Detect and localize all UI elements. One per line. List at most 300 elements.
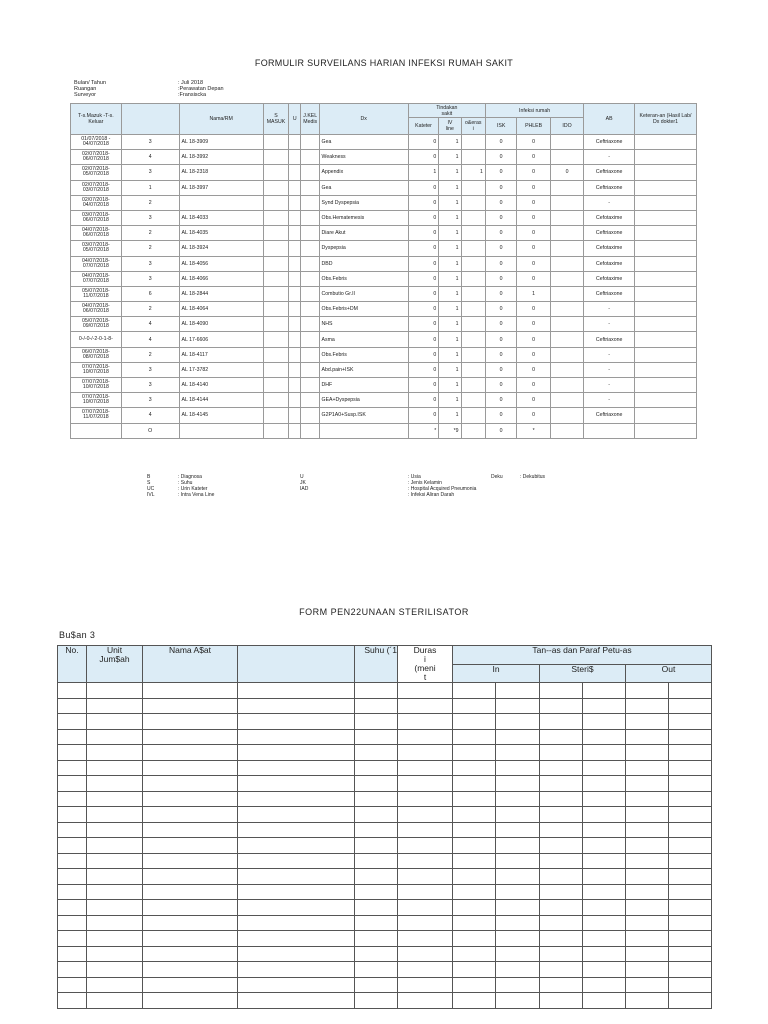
table-cell[interactable] bbox=[626, 683, 669, 699]
table-cell[interactable] bbox=[669, 807, 712, 823]
table-cell[interactable] bbox=[496, 791, 540, 807]
table-cell[interactable] bbox=[398, 729, 453, 745]
table-cell[interactable] bbox=[583, 683, 626, 699]
table-cell[interactable] bbox=[238, 962, 355, 978]
table-cell[interactable] bbox=[143, 853, 238, 869]
table-cell[interactable] bbox=[87, 931, 143, 947]
table-cell[interactable] bbox=[583, 900, 626, 916]
table-cell[interactable] bbox=[583, 776, 626, 792]
table-cell[interactable] bbox=[143, 931, 238, 947]
table-cell[interactable] bbox=[238, 698, 355, 714]
table-row bbox=[71, 286, 697, 301]
row-kateter: 0 bbox=[408, 195, 438, 210]
row-jkel bbox=[301, 423, 319, 438]
table-cell[interactable] bbox=[453, 714, 496, 730]
table-cell[interactable] bbox=[540, 962, 583, 978]
table-cell[interactable] bbox=[453, 838, 496, 854]
table-cell[interactable] bbox=[669, 714, 712, 730]
table-cell[interactable] bbox=[453, 760, 496, 776]
table-cell[interactable] bbox=[398, 900, 453, 916]
table-cell[interactable] bbox=[626, 869, 669, 885]
table-cell[interactable] bbox=[58, 760, 87, 776]
table-cell[interactable] bbox=[453, 977, 496, 993]
table-cell[interactable] bbox=[355, 900, 398, 916]
table-cell[interactable] bbox=[583, 729, 626, 745]
table-cell[interactable] bbox=[238, 714, 355, 730]
table-cell[interactable] bbox=[496, 838, 540, 854]
table-cell[interactable] bbox=[583, 807, 626, 823]
table-cell[interactable] bbox=[355, 791, 398, 807]
table-cell[interactable] bbox=[87, 946, 143, 962]
table-row[interactable] bbox=[58, 776, 712, 792]
table-row bbox=[71, 317, 697, 332]
table-cell[interactable] bbox=[398, 884, 453, 900]
table-cell[interactable] bbox=[453, 900, 496, 916]
table-cell[interactable] bbox=[143, 977, 238, 993]
table-cell[interactable] bbox=[496, 683, 540, 699]
table-cell[interactable] bbox=[626, 822, 669, 838]
table-cell[interactable] bbox=[496, 698, 540, 714]
table-cell[interactable] bbox=[58, 776, 87, 792]
table-row[interactable] bbox=[58, 745, 712, 761]
table-cell[interactable] bbox=[540, 729, 583, 745]
row-iv-line: 1 bbox=[439, 347, 461, 362]
table-cell[interactable] bbox=[496, 946, 540, 962]
legend-code: B bbox=[147, 474, 151, 480]
table-cell[interactable] bbox=[583, 822, 626, 838]
table-cell[interactable] bbox=[496, 729, 540, 745]
table-row[interactable] bbox=[58, 822, 712, 838]
row-phleb: 0 bbox=[517, 393, 550, 408]
table-cell[interactable] bbox=[87, 900, 143, 916]
table-row[interactable] bbox=[58, 698, 712, 714]
table-cell[interactable] bbox=[453, 962, 496, 978]
table-cell[interactable] bbox=[143, 946, 238, 962]
row-kateter: 0 bbox=[408, 302, 438, 317]
table-cell[interactable] bbox=[398, 822, 453, 838]
table-cell[interactable] bbox=[540, 714, 583, 730]
table-cell[interactable] bbox=[58, 838, 87, 854]
table-cell[interactable] bbox=[58, 915, 87, 931]
table-cell[interactable] bbox=[87, 853, 143, 869]
table-cell[interactable] bbox=[355, 884, 398, 900]
row-usia bbox=[289, 256, 301, 271]
table-cell[interactable] bbox=[355, 760, 398, 776]
table-cell[interactable] bbox=[398, 946, 453, 962]
row-keterangan bbox=[635, 180, 697, 195]
table-cell[interactable] bbox=[87, 714, 143, 730]
table-cell[interactable] bbox=[453, 884, 496, 900]
table-cell[interactable] bbox=[355, 931, 398, 947]
table-cell[interactable] bbox=[58, 946, 87, 962]
table-cell[interactable] bbox=[540, 915, 583, 931]
table-cell[interactable] bbox=[669, 946, 712, 962]
table-cell[interactable] bbox=[355, 993, 398, 1009]
table-cell[interactable] bbox=[626, 977, 669, 993]
table-cell[interactable] bbox=[355, 915, 398, 931]
table-cell[interactable] bbox=[355, 946, 398, 962]
table-cell[interactable] bbox=[238, 760, 355, 776]
table-cell[interactable] bbox=[669, 977, 712, 993]
table-cell[interactable] bbox=[87, 884, 143, 900]
table-cell[interactable] bbox=[355, 838, 398, 854]
surveillance-table bbox=[70, 103, 697, 439]
table-cell[interactable] bbox=[669, 776, 712, 792]
table-cell[interactable] bbox=[669, 900, 712, 916]
table-cell[interactable] bbox=[143, 993, 238, 1009]
table-cell[interactable] bbox=[583, 884, 626, 900]
table-row[interactable] bbox=[58, 791, 712, 807]
table-cell[interactable] bbox=[398, 776, 453, 792]
table-row[interactable] bbox=[58, 869, 712, 885]
row-kateter: 0 bbox=[408, 393, 438, 408]
table-cell[interactable] bbox=[87, 807, 143, 823]
table-row[interactable] bbox=[58, 977, 712, 993]
table-cell[interactable] bbox=[583, 915, 626, 931]
table-cell[interactable] bbox=[58, 993, 87, 1009]
table-row bbox=[71, 302, 697, 317]
table-cell[interactable] bbox=[626, 962, 669, 978]
table-cell[interactable] bbox=[540, 776, 583, 792]
table-cell[interactable] bbox=[540, 683, 583, 699]
table-cell[interactable] bbox=[87, 791, 143, 807]
table-cell[interactable] bbox=[58, 745, 87, 761]
table-cell[interactable] bbox=[540, 900, 583, 916]
table-row[interactable] bbox=[58, 838, 712, 854]
table-cell[interactable] bbox=[58, 698, 87, 714]
table-cell[interactable] bbox=[355, 729, 398, 745]
table-cell[interactable] bbox=[398, 807, 453, 823]
table-cell[interactable] bbox=[583, 791, 626, 807]
table-row[interactable] bbox=[58, 853, 712, 869]
table-cell[interactable] bbox=[669, 838, 712, 854]
table-cell[interactable] bbox=[453, 745, 496, 761]
table-cell[interactable] bbox=[398, 760, 453, 776]
table-cell[interactable] bbox=[355, 776, 398, 792]
table-cell[interactable] bbox=[238, 853, 355, 869]
table-cell[interactable] bbox=[583, 869, 626, 885]
table-cell[interactable] bbox=[496, 962, 540, 978]
table-row[interactable] bbox=[58, 915, 712, 931]
table-cell[interactable] bbox=[143, 962, 238, 978]
table-cell[interactable] bbox=[496, 884, 540, 900]
row-iv-line: 1 bbox=[439, 256, 461, 271]
table-cell[interactable] bbox=[540, 977, 583, 993]
table-cell[interactable] bbox=[87, 869, 143, 885]
row-isk: 0 bbox=[485, 195, 516, 210]
table-cell[interactable] bbox=[87, 915, 143, 931]
table-cell[interactable] bbox=[143, 683, 238, 699]
table-cell[interactable] bbox=[626, 729, 669, 745]
table-cell[interactable] bbox=[583, 698, 626, 714]
table-cell[interactable] bbox=[626, 931, 669, 947]
table-cell[interactable] bbox=[398, 838, 453, 854]
table-cell[interactable] bbox=[453, 776, 496, 792]
table-cell[interactable] bbox=[626, 993, 669, 1009]
table-cell[interactable] bbox=[143, 884, 238, 900]
table-cell[interactable] bbox=[626, 745, 669, 761]
table-cell[interactable] bbox=[58, 807, 87, 823]
table-cell[interactable] bbox=[58, 869, 87, 885]
table-row[interactable] bbox=[58, 993, 712, 1009]
table-cell[interactable] bbox=[238, 915, 355, 931]
table-cell[interactable] bbox=[626, 791, 669, 807]
table-cell[interactable] bbox=[583, 745, 626, 761]
table-cell[interactable] bbox=[143, 714, 238, 730]
table-row[interactable] bbox=[58, 683, 712, 699]
table-cell[interactable] bbox=[540, 807, 583, 823]
row-masuk bbox=[263, 150, 288, 165]
table-cell[interactable] bbox=[143, 869, 238, 885]
table-cell[interactable] bbox=[238, 791, 355, 807]
table-cell[interactable] bbox=[583, 838, 626, 854]
table-cell[interactable] bbox=[453, 791, 496, 807]
table-cell[interactable] bbox=[496, 760, 540, 776]
table-cell[interactable] bbox=[355, 745, 398, 761]
table-cell[interactable] bbox=[496, 745, 540, 761]
table-cell[interactable] bbox=[626, 807, 669, 823]
row-ab: Ceftriaxone bbox=[584, 408, 635, 423]
table-cell[interactable] bbox=[398, 915, 453, 931]
table-cell[interactable] bbox=[453, 946, 496, 962]
table-cell[interactable] bbox=[583, 760, 626, 776]
table-cell[interactable] bbox=[496, 776, 540, 792]
table-cell[interactable] bbox=[238, 900, 355, 916]
table-cell[interactable] bbox=[398, 791, 453, 807]
table-cell[interactable] bbox=[87, 745, 143, 761]
table-cell[interactable] bbox=[143, 807, 238, 823]
row-iv-line: 1 bbox=[439, 302, 461, 317]
table-row[interactable] bbox=[58, 714, 712, 730]
table-cell[interactable] bbox=[58, 683, 87, 699]
table-cell[interactable] bbox=[540, 745, 583, 761]
table-cell[interactable] bbox=[355, 962, 398, 978]
table-cell[interactable] bbox=[143, 776, 238, 792]
table-cell[interactable] bbox=[143, 745, 238, 761]
table-cell[interactable] bbox=[626, 946, 669, 962]
table-cell[interactable] bbox=[398, 683, 453, 699]
table-cell[interactable] bbox=[355, 977, 398, 993]
row-tanggal: 04/07/2018- 07/07/2018 bbox=[71, 271, 122, 286]
table-cell[interactable] bbox=[669, 853, 712, 869]
table-cell[interactable] bbox=[355, 714, 398, 730]
table-cell[interactable] bbox=[453, 729, 496, 745]
row-usia bbox=[289, 393, 301, 408]
row-isk: 0 bbox=[485, 150, 516, 165]
table-cell[interactable] bbox=[238, 946, 355, 962]
table-cell[interactable] bbox=[398, 977, 453, 993]
table-cell[interactable] bbox=[583, 931, 626, 947]
table-cell[interactable] bbox=[238, 869, 355, 885]
table-cell[interactable] bbox=[669, 745, 712, 761]
table-cell[interactable] bbox=[87, 683, 143, 699]
table-cell[interactable] bbox=[238, 838, 355, 854]
table-cell[interactable] bbox=[238, 776, 355, 792]
table-cell[interactable] bbox=[87, 838, 143, 854]
table-cell[interactable] bbox=[398, 993, 453, 1009]
table-cell[interactable] bbox=[626, 698, 669, 714]
table-cell[interactable] bbox=[626, 884, 669, 900]
table-cell[interactable] bbox=[355, 683, 398, 699]
table-cell[interactable] bbox=[540, 931, 583, 947]
table-row[interactable] bbox=[58, 962, 712, 978]
table-row[interactable] bbox=[58, 884, 712, 900]
table-cell[interactable] bbox=[669, 884, 712, 900]
table-cell[interactable] bbox=[669, 791, 712, 807]
table-cell[interactable] bbox=[669, 993, 712, 1009]
table-cell[interactable] bbox=[238, 745, 355, 761]
table-cell[interactable] bbox=[238, 977, 355, 993]
table-cell[interactable] bbox=[87, 993, 143, 1009]
table-cell[interactable] bbox=[87, 760, 143, 776]
table-cell[interactable] bbox=[669, 931, 712, 947]
table-row[interactable] bbox=[58, 760, 712, 776]
table-cell[interactable] bbox=[540, 822, 583, 838]
table-cell[interactable] bbox=[626, 838, 669, 854]
table-cell[interactable] bbox=[453, 993, 496, 1009]
table-cell[interactable] bbox=[540, 791, 583, 807]
table-row[interactable] bbox=[58, 729, 712, 745]
table-row[interactable] bbox=[58, 807, 712, 823]
table-cell[interactable] bbox=[143, 729, 238, 745]
table-cell[interactable] bbox=[626, 853, 669, 869]
table-cell[interactable] bbox=[669, 915, 712, 931]
table-cell[interactable] bbox=[453, 807, 496, 823]
table-cell[interactable] bbox=[238, 931, 355, 947]
table-cell[interactable] bbox=[540, 838, 583, 854]
table-cell[interactable] bbox=[58, 962, 87, 978]
table-cell[interactable] bbox=[496, 714, 540, 730]
table-cell[interactable] bbox=[87, 822, 143, 838]
table-cell[interactable] bbox=[355, 853, 398, 869]
row-masuk bbox=[263, 180, 288, 195]
table-cell[interactable] bbox=[58, 853, 87, 869]
table-row[interactable] bbox=[58, 946, 712, 962]
table-cell[interactable] bbox=[143, 760, 238, 776]
table-cell[interactable] bbox=[583, 946, 626, 962]
table-cell[interactable] bbox=[143, 838, 238, 854]
row-dx: Synd Dyspepsia bbox=[319, 195, 408, 210]
table-cell[interactable] bbox=[669, 683, 712, 699]
table-cell[interactable] bbox=[398, 698, 453, 714]
table-cell[interactable] bbox=[583, 977, 626, 993]
table-cell[interactable] bbox=[87, 729, 143, 745]
table-cell[interactable] bbox=[398, 745, 453, 761]
table-cell[interactable] bbox=[453, 853, 496, 869]
table-cell[interactable] bbox=[540, 853, 583, 869]
table-cell[interactable] bbox=[143, 822, 238, 838]
table-cell[interactable] bbox=[58, 729, 87, 745]
table-cell[interactable] bbox=[58, 977, 87, 993]
table-cell[interactable] bbox=[143, 791, 238, 807]
table-cell[interactable] bbox=[669, 822, 712, 838]
table-cell[interactable] bbox=[398, 869, 453, 885]
table-cell[interactable] bbox=[583, 853, 626, 869]
table-cell[interactable] bbox=[669, 962, 712, 978]
row-usia bbox=[289, 286, 301, 301]
table-cell[interactable] bbox=[626, 760, 669, 776]
table-cell[interactable] bbox=[496, 900, 540, 916]
header-operasi: o&eras i bbox=[461, 118, 485, 135]
table-cell[interactable] bbox=[583, 993, 626, 1009]
table-cell[interactable] bbox=[669, 729, 712, 745]
table-cell[interactable] bbox=[583, 714, 626, 730]
meta-value: :Perawatan Depan bbox=[178, 86, 224, 93]
table-cell[interactable] bbox=[496, 915, 540, 931]
table-cell[interactable] bbox=[143, 900, 238, 916]
table-cell[interactable] bbox=[87, 977, 143, 993]
table-cell[interactable] bbox=[496, 869, 540, 885]
table-cell[interactable] bbox=[453, 698, 496, 714]
table-cell[interactable] bbox=[238, 683, 355, 699]
table-cell[interactable] bbox=[238, 807, 355, 823]
table-cell[interactable] bbox=[238, 993, 355, 1009]
table-cell[interactable] bbox=[143, 915, 238, 931]
table-cell[interactable] bbox=[496, 822, 540, 838]
table-cell[interactable] bbox=[540, 698, 583, 714]
table-cell[interactable] bbox=[626, 915, 669, 931]
table-cell[interactable] bbox=[398, 931, 453, 947]
table-cell[interactable] bbox=[398, 853, 453, 869]
table-cell[interactable] bbox=[540, 760, 583, 776]
table-cell[interactable] bbox=[87, 698, 143, 714]
table-cell[interactable] bbox=[355, 822, 398, 838]
table-cell[interactable] bbox=[398, 714, 453, 730]
table-cell[interactable] bbox=[87, 962, 143, 978]
table-cell[interactable] bbox=[453, 683, 496, 699]
table-row[interactable] bbox=[58, 900, 712, 916]
table-cell[interactable] bbox=[540, 869, 583, 885]
table-cell[interactable] bbox=[540, 946, 583, 962]
table-cell[interactable] bbox=[58, 822, 87, 838]
table-cell[interactable] bbox=[355, 698, 398, 714]
table-cell[interactable] bbox=[453, 822, 496, 838]
table-cell[interactable] bbox=[669, 760, 712, 776]
table-cell[interactable] bbox=[583, 962, 626, 978]
table-cell[interactable] bbox=[540, 884, 583, 900]
table-cell[interactable] bbox=[58, 791, 87, 807]
table-cell[interactable] bbox=[496, 853, 540, 869]
table-cell[interactable] bbox=[626, 776, 669, 792]
table-cell[interactable] bbox=[58, 931, 87, 947]
row-tanggal: 03/07/2018- 06/07/2018 bbox=[71, 210, 122, 225]
table-cell[interactable] bbox=[355, 807, 398, 823]
table-cell[interactable] bbox=[496, 993, 540, 1009]
table-cell[interactable] bbox=[453, 931, 496, 947]
table-cell[interactable] bbox=[496, 931, 540, 947]
table-cell[interactable] bbox=[669, 869, 712, 885]
table-cell[interactable] bbox=[238, 822, 355, 838]
table-cell[interactable] bbox=[143, 698, 238, 714]
table-cell[interactable] bbox=[669, 698, 712, 714]
table-cell[interactable] bbox=[453, 915, 496, 931]
table-cell[interactable] bbox=[496, 807, 540, 823]
table-cell[interactable] bbox=[626, 714, 669, 730]
table-cell[interactable] bbox=[87, 776, 143, 792]
table-cell[interactable] bbox=[398, 962, 453, 978]
table-row[interactable] bbox=[58, 931, 712, 947]
table-cell[interactable] bbox=[58, 714, 87, 730]
table-cell[interactable] bbox=[540, 993, 583, 1009]
table-cell[interactable] bbox=[626, 900, 669, 916]
table-cell[interactable] bbox=[58, 900, 87, 916]
table-cell[interactable] bbox=[355, 869, 398, 885]
table-cell[interactable] bbox=[238, 729, 355, 745]
table-cell[interactable] bbox=[453, 869, 496, 885]
table-cell[interactable] bbox=[238, 884, 355, 900]
table-cell[interactable] bbox=[58, 884, 87, 900]
table-cell[interactable] bbox=[496, 977, 540, 993]
